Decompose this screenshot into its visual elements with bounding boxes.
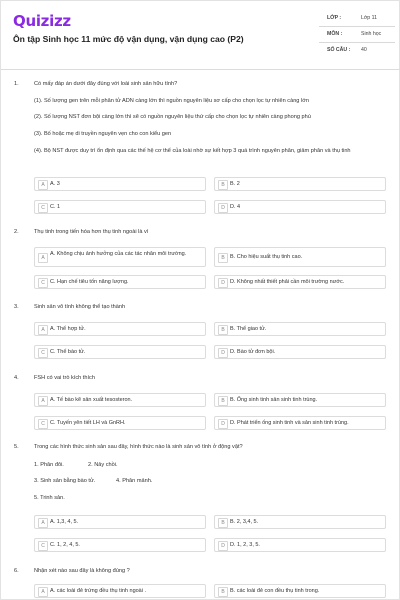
option-a[interactable] <box>34 393 206 407</box>
option-text: A. Tế bào kẽ sản xuất tesosteron. <box>50 396 133 403</box>
question-number: 4. <box>14 375 19 381</box>
option-letter: A <box>38 396 48 406</box>
meta-row-count <box>319 43 395 58</box>
option-letter: D <box>218 541 228 551</box>
option-text: D. Phát triển ống sinh tinh và sản sinh tinh trùng. <box>230 419 349 426</box>
question-statement: 1. Phân đôi. <box>34 462 64 468</box>
meta-value: Lớp 11 <box>361 15 377 21</box>
option-letter: B <box>218 253 228 263</box>
option-a[interactable] <box>34 584 206 598</box>
option-letter: A <box>38 518 48 528</box>
meta-value: Sinh học <box>361 31 382 37</box>
option-a[interactable] <box>34 515 206 529</box>
option-letter: A <box>38 253 48 263</box>
question-text: Nhận xét nào sau đây là không đúng ? <box>34 568 130 574</box>
option-a[interactable] <box>34 322 206 336</box>
option-letter: C <box>38 203 48 213</box>
option-text: B. Thể giao tử. <box>230 325 267 332</box>
option-c[interactable] <box>34 275 206 289</box>
question-number: 1. <box>14 81 19 87</box>
option-text: A. 3 <box>50 180 60 187</box>
option-c[interactable] <box>34 200 206 214</box>
option-letter: A <box>38 587 48 597</box>
option-letter: D <box>218 203 228 213</box>
option-text: C. 1, 2, 4, 5. <box>50 541 80 548</box>
option-letter: A <box>38 325 48 335</box>
quizizz-logo: Quizizz <box>13 12 71 30</box>
option-text: C. Thể bào tử. <box>50 348 86 355</box>
option-text: A. các loài đẻ trứng đều thụ tinh ngoài . <box>50 587 147 594</box>
option-letter: D <box>218 419 228 429</box>
meta-row-class <box>319 11 395 27</box>
option-text: C. Hạn chế tiêu tốn năng lượng. <box>50 278 129 285</box>
question-statement: (3). Bố hoặc mẹ di truyền nguyên vẹn cho con kiểu gen <box>34 131 172 137</box>
meta-table <box>319 11 395 58</box>
question-text: Sinh sản vô tính không thể tạo thành <box>34 304 126 310</box>
option-text: C. 1 <box>50 203 61 210</box>
question-statement: (1). Số lượng gen trên mỗi phân tử ADN càng lớn thì nguồn nguyên liệu sơ cấp cho chọn lọc tự nhiên càng lớn <box>34 98 309 104</box>
option-text: D. Bào tử đơn bội. <box>230 348 276 355</box>
option-letter: D <box>218 348 228 358</box>
option-b[interactable] <box>214 393 386 407</box>
question-statement: 5. Trinh sản. <box>34 495 65 501</box>
meta-label: MÔN : <box>327 31 343 37</box>
option-letter: B <box>218 518 228 528</box>
option-text: B. các loài đẻ con đều thụ tinh trong. <box>230 587 320 594</box>
option-text: A. Không chịu ảnh hưởng của các tác nhân môi trường. <box>50 250 187 257</box>
question-statement: (4). Bộ NST được duy trì ổn định qua các thế hệ cơ thể của loài nhờ sự kết hợp 3 quá trình nguyên phân, giảm phân và thụ tinh <box>34 148 351 154</box>
option-text: A. Thể hợp tử. <box>50 325 86 332</box>
option-c[interactable] <box>34 416 206 430</box>
question-number: 5. <box>14 444 19 450</box>
option-letter: D <box>218 278 228 288</box>
option-text: D. Không nhất thiết phải cần môi trường nước. <box>230 278 345 285</box>
option-text: B. Ống sinh tinh sản sinh tinh trùng. <box>230 396 318 403</box>
option-text: A. 1,3, 4, 5. <box>50 518 79 525</box>
option-text: D. 4 <box>230 203 241 210</box>
question-text: Trong các hình thức sinh sản sau đây, hình thức nào là sinh sản vô tính ở động vật? <box>34 444 243 450</box>
question-number: 2. <box>14 229 19 235</box>
option-letter: B <box>218 396 228 406</box>
option-c[interactable] <box>34 538 206 552</box>
meta-row-subject <box>319 27 395 43</box>
option-letter: C <box>38 348 48 358</box>
option-text: D. 1, 2, 3, 5. <box>230 541 260 548</box>
option-letter: A <box>38 180 48 190</box>
question-statement: 3. Sinh sản bằng bào tử. <box>34 478 96 484</box>
question-number: 3. <box>14 304 19 310</box>
meta-value: 40 <box>361 47 367 53</box>
option-b[interactable] <box>214 515 386 529</box>
option-d[interactable] <box>214 538 386 552</box>
option-letter: C <box>38 419 48 429</box>
option-letter: C <box>38 541 48 551</box>
question-statement: 2. Nảy chồi. <box>88 462 118 468</box>
question-number: 6. <box>14 568 19 574</box>
option-d[interactable] <box>214 345 386 359</box>
option-text: B. 2, 3,4, 5. <box>230 518 259 525</box>
worksheet-header <box>1 1 400 70</box>
question-text: Thụ tinh trong tiến hóa hơn thụ tinh ngoài là vì <box>34 229 149 235</box>
option-text: B. Cho hiệu suất thụ tinh cao. <box>230 254 303 260</box>
option-b[interactable] <box>214 247 386 267</box>
option-text: B. 2 <box>230 180 240 187</box>
option-letter: B <box>218 325 228 335</box>
option-letter: C <box>38 278 48 288</box>
option-c[interactable] <box>34 345 206 359</box>
question-statement: 4. Phân mảnh. <box>116 478 153 484</box>
option-a[interactable] <box>34 177 206 191</box>
option-d[interactable] <box>214 200 386 214</box>
option-b[interactable] <box>214 584 386 598</box>
question-statement: (2). Số lượng NST đơn bội càng lớn thì sẽ có nguồn nguyên liệu thứ cấp cho chọn lọc tự nhiên càng phong phú <box>34 114 311 120</box>
option-d[interactable] <box>214 275 386 289</box>
option-letter: B <box>218 587 228 597</box>
page-title: Ôn tập Sinh học 11 mức độ vận dụng, vận dụng cao (P2) <box>13 34 244 44</box>
option-d[interactable] <box>214 416 386 430</box>
question-text: FSH có vai trò kích thích <box>34 375 95 381</box>
option-a[interactable] <box>34 247 206 267</box>
question-text: Có mấy đáp án dưới đây đúng với loài sinh sản hữu tính? <box>34 81 178 87</box>
meta-label: SỐ CÂU : <box>327 47 351 53</box>
option-letter: B <box>218 180 228 190</box>
option-b[interactable] <box>214 322 386 336</box>
meta-label: LỚP : <box>327 15 342 21</box>
option-b[interactable] <box>214 177 386 191</box>
option-text: C. Tuyến yên tiết LH và GnRH. <box>50 419 126 426</box>
